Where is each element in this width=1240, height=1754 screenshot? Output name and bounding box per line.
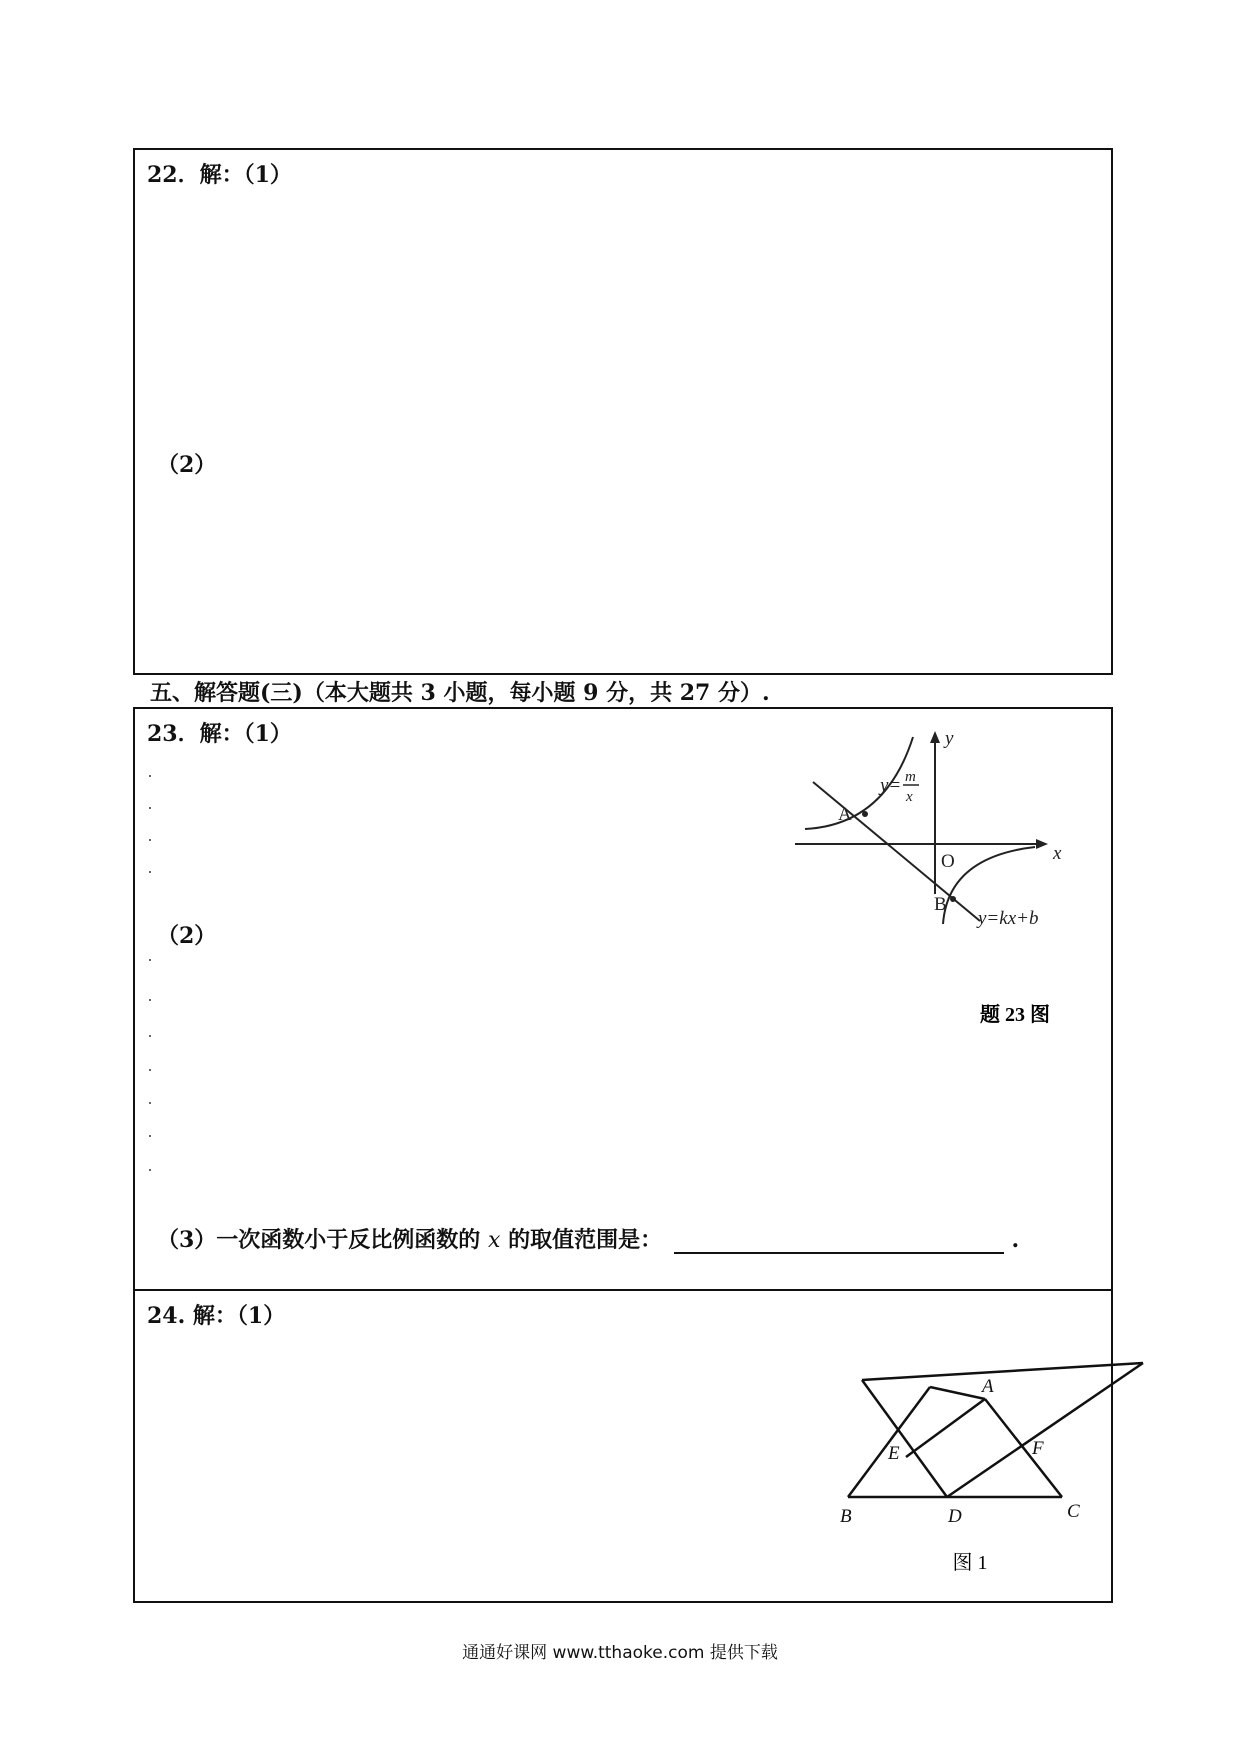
scan-dot xyxy=(149,959,151,961)
answer-box-q22 xyxy=(133,148,1113,675)
q23-part3-end: . xyxy=(1011,1227,1020,1253)
scan-dot xyxy=(149,807,151,809)
origin-label: O xyxy=(941,851,955,872)
hyperbola-label-lhs: y= xyxy=(880,775,902,796)
point-b-marker xyxy=(950,896,956,902)
hyperbola-denominator: x xyxy=(906,789,913,805)
vertex-f-label: F xyxy=(1032,1438,1044,1459)
q23-figure-caption: 题 23 图 xyxy=(980,1004,1050,1026)
q24-header: 24. 解：（1） xyxy=(147,1303,286,1329)
segment-ac xyxy=(985,1399,1062,1497)
scan-dot xyxy=(149,1102,151,1104)
q23-answer-blank[interactable] xyxy=(674,1230,1004,1254)
vertex-b-label: B xyxy=(840,1506,852,1527)
q23-figure xyxy=(795,728,1095,1026)
answer-box-q23-q24 xyxy=(133,707,1113,1603)
y-axis-arrow xyxy=(930,731,940,743)
point-a-label: A xyxy=(838,804,852,825)
scan-dot xyxy=(149,839,151,841)
segment-ae xyxy=(906,1399,985,1457)
q23-part3-var: x xyxy=(487,1228,501,1253)
scan-dot xyxy=(149,1169,151,1171)
q23-q24-divider xyxy=(135,1289,1111,1291)
segment-ab xyxy=(848,1387,930,1497)
scan-dot xyxy=(149,1035,151,1037)
x-axis-label: x xyxy=(1053,843,1062,864)
page-footer: 通通好课网 www.tthaoke.com 提供下载 xyxy=(462,1643,778,1663)
q24-figure-caption: 图 1 xyxy=(952,1552,988,1574)
q22-header: 22．解：（1） xyxy=(147,162,292,188)
segment-left-diagonal xyxy=(862,1380,947,1497)
q24-figure xyxy=(770,1349,1100,1589)
scan-dot xyxy=(149,999,151,1001)
q23-part2-label: （2） xyxy=(157,923,217,949)
y-axis-label: y xyxy=(945,728,954,749)
point-a-marker xyxy=(862,811,868,817)
vertex-c-label: C xyxy=(1067,1501,1080,1522)
point-b-label: B xyxy=(934,894,947,915)
q23-part3 xyxy=(157,1223,1019,1254)
line-equation-label: y=kx+b xyxy=(978,908,1039,929)
scan-dot xyxy=(149,775,151,777)
vertex-a-label: A xyxy=(982,1376,994,1397)
q23-part3-suffix: 的取值范围是： xyxy=(508,1227,663,1253)
scan-dot xyxy=(149,871,151,873)
vertex-e-label: E xyxy=(888,1443,900,1464)
scan-dot xyxy=(149,1069,151,1071)
segment-top-edge-note xyxy=(930,1387,985,1399)
q23-header: 23．解：（1） xyxy=(147,721,292,747)
section-five-title: 五、解答题(三)（本大题共 3 小题，每小题 9 分，共 27 分）. xyxy=(150,680,770,706)
x-axis-arrow xyxy=(1036,839,1048,849)
segment-top xyxy=(862,1363,1143,1380)
q23-part3-prefix: （3）一次函数小于反比例函数的 xyxy=(157,1227,481,1253)
vertex-d-label: D xyxy=(948,1506,962,1527)
q22-part2-label: （2） xyxy=(157,452,217,478)
hyperbola-numerator: m xyxy=(905,769,916,785)
scan-dot xyxy=(149,1135,151,1137)
